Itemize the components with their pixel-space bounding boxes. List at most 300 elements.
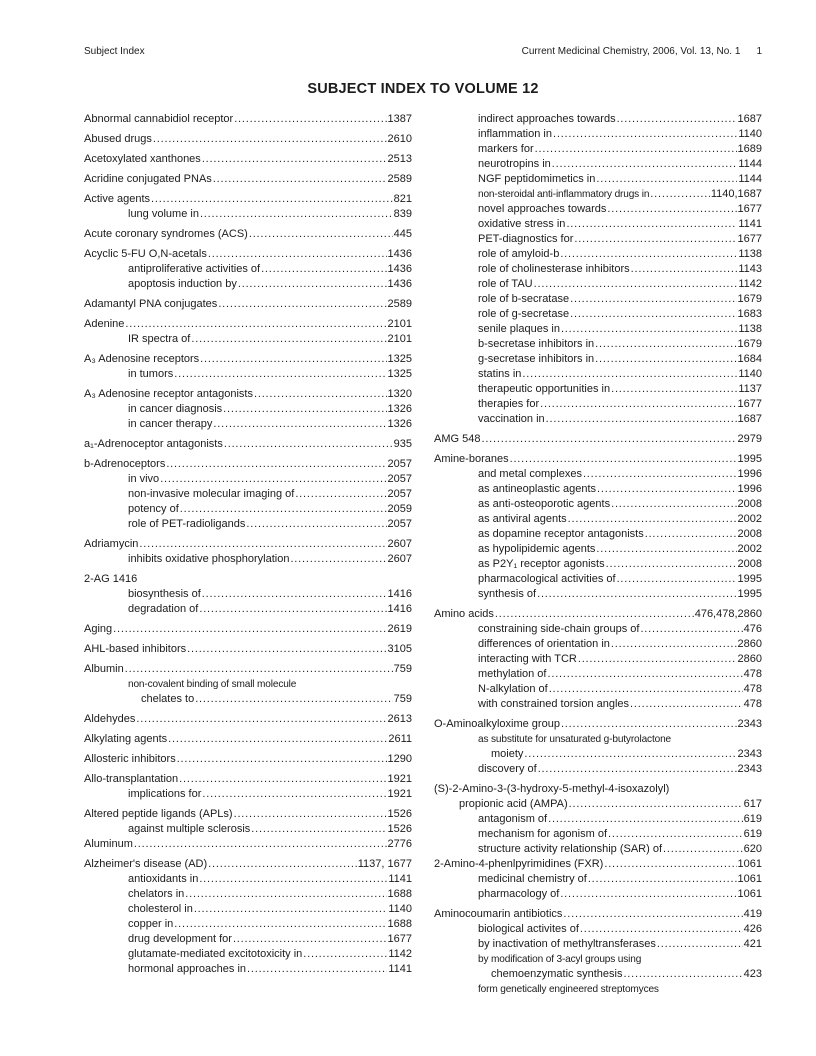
entry-text: propionic acid (AMPA) [459, 798, 568, 810]
dot-leader [561, 717, 737, 732]
entry-text: chemoenzymatic synthesis [491, 968, 623, 980]
index-subentry [84, 332, 412, 347]
entry-text: interacting with TCR [478, 653, 577, 665]
dot-leader [580, 922, 743, 937]
index-subentry [84, 902, 412, 917]
index-subentry [84, 872, 412, 887]
entry-text: Aging [84, 623, 113, 635]
entry-page-number: 1061 [737, 858, 762, 870]
index-entry [84, 572, 412, 587]
entry-text: Adamantyl PNA conjugates [84, 298, 218, 310]
entry-text: N-alkylation of [478, 683, 548, 695]
entry-text: non-steroidal anti-inflammatory drugs in [478, 189, 650, 200]
dot-leader [199, 602, 386, 617]
index-entry [434, 432, 762, 447]
index-subentry [84, 822, 412, 837]
dot-leader [538, 762, 737, 777]
entry-page-number: 419 [743, 908, 762, 920]
index-entry [84, 712, 412, 727]
entry-text: Adenine [84, 318, 125, 330]
entry-text: a₁-Adrenoceptor antagonists [84, 438, 223, 450]
dot-leader [597, 482, 736, 497]
entry-text: role of b-secratase [478, 293, 570, 305]
entry-text: Active agents [84, 193, 151, 205]
dot-leader [534, 277, 738, 292]
index-subentry [434, 352, 762, 367]
entry-page-number: 1526 [387, 823, 412, 835]
dot-leader [611, 497, 736, 512]
entry-text: drug development for [128, 933, 232, 945]
entry-text: O-Aminoalkyloxime group [434, 718, 560, 730]
entry-text: by modification of 3-acyl groups using [478, 954, 642, 965]
dot-leader [540, 397, 736, 412]
dot-leader [202, 587, 387, 602]
index-subentry [434, 247, 762, 262]
entry-page-number: 476 [743, 623, 762, 635]
entry-text: IR spectra of [128, 333, 191, 345]
entry-text: by inactivation of methyltransferases [478, 938, 656, 950]
page-title: SUBJECT INDEX TO VOLUME 12 [307, 81, 539, 97]
entry-page-number: 1326 [387, 418, 412, 430]
dot-leader [608, 827, 743, 842]
index-subentry [434, 232, 762, 247]
entry-page-number: 1290 [387, 753, 412, 765]
dot-leader [524, 747, 736, 762]
dot-leader [213, 172, 387, 187]
entry-page-number: 2008 [737, 528, 762, 540]
entry-page-number: 1141 [738, 218, 762, 230]
dot-leader [200, 352, 386, 367]
index-subentry [84, 787, 412, 802]
entry-text: as antineoplastic agents [478, 483, 597, 495]
entry-page-number: 1326 [387, 403, 412, 415]
dot-leader [552, 157, 738, 172]
entry-text: chelators in [128, 888, 185, 900]
entry-page-number: 2979 [737, 433, 762, 445]
entry-text: Abused drugs [84, 133, 152, 145]
dot-leader [568, 512, 737, 527]
dot-leader [561, 322, 737, 337]
index-subentry [84, 587, 412, 602]
index-column-right [434, 112, 762, 997]
entry-text: mechanism for agonism of [478, 828, 607, 840]
entry-page-number: 2613 [387, 713, 412, 725]
entry-text: in vivo [128, 473, 160, 485]
entry-page-number: 1995 [737, 453, 762, 465]
dot-leader [596, 542, 736, 557]
dot-leader [200, 207, 393, 222]
dot-leader [177, 752, 387, 767]
dot-leader [202, 152, 387, 167]
dot-leader [645, 527, 737, 542]
entry-page-number: 1320 [387, 388, 412, 400]
dot-leader [136, 712, 386, 727]
entry-text: inflammation in [478, 128, 552, 140]
entry-text: potency of [128, 503, 179, 515]
entry-text: neurotropins in [478, 158, 551, 170]
index-subentry [434, 412, 762, 427]
index-subentry [434, 497, 762, 512]
entry-page-number: 619 [743, 813, 762, 825]
entry-page-number: 1144 [738, 173, 762, 185]
entry-page-number: 2002 [737, 513, 762, 525]
entry-page-number: 1687 [737, 113, 762, 125]
index-subentry [84, 932, 412, 947]
dot-leader [595, 352, 736, 367]
entry-page-number: 421 [743, 938, 762, 950]
index-entry [84, 642, 412, 657]
entry-page-number: 1679 [737, 338, 762, 350]
index-entry [84, 857, 412, 872]
dot-leader [180, 502, 387, 517]
entry-page-number: 2776 [387, 838, 412, 850]
entry-text: biological activites of [478, 923, 579, 935]
entry-text: Aluminum [84, 838, 133, 850]
index-entry [434, 782, 762, 797]
entry-page-number: 2343 [737, 718, 762, 730]
dot-leader [537, 587, 736, 602]
index-subentry [434, 187, 762, 202]
dot-leader [179, 772, 386, 787]
entry-text: oxidative stress in [478, 218, 566, 230]
index-entry-continuation [434, 747, 762, 762]
dot-leader [113, 622, 386, 637]
dot-leader [151, 192, 393, 207]
entry-text: biosynthesis of [128, 588, 201, 600]
entry-text: glutamate-mediated excitotoxicity in [128, 948, 303, 960]
index-subentry [434, 652, 762, 667]
index-entry [84, 247, 412, 262]
entry-text: AHL-based inhibitors [84, 643, 187, 655]
index-subentry [434, 667, 762, 682]
entry-text: antagonism of [478, 813, 548, 825]
entry-page-number: 1436 [387, 278, 412, 290]
entry-text: copper in [128, 918, 174, 930]
entry-text: as dopamine receptor antagonists [478, 528, 644, 540]
index-subentry [434, 872, 762, 887]
index-subentry [434, 262, 762, 277]
entry-text: in tumors [128, 368, 174, 380]
header-right-group [522, 46, 762, 57]
index-entry [84, 752, 412, 767]
entry-text: senile plaques in [478, 323, 560, 335]
entry-text: synthesis of [478, 588, 537, 600]
index-entry [84, 807, 412, 822]
entry-text: Alzheimer's disease (AD) [84, 858, 208, 870]
index-subentry [434, 322, 762, 337]
header-journal-citation: Current Medicinal Chemistry, 2006, Vol. 13, No. 1 [521, 46, 741, 57]
index-subentry [434, 512, 762, 527]
entry-page-number: 1921 [387, 773, 412, 785]
index-subentry [434, 397, 762, 412]
entry-page-number: 423 [743, 968, 762, 980]
index-entry [84, 112, 412, 127]
entry-text: differences of orientation in [478, 638, 610, 650]
entry-text: medicinal chemistry of [478, 873, 587, 885]
entry-page-number: 619 [743, 828, 762, 840]
dot-leader [553, 127, 737, 142]
entry-text: Alkylating agents [84, 733, 168, 745]
entry-page-number: 1325 [387, 368, 412, 380]
entry-page-number: 1387 [387, 113, 412, 125]
dot-leader [606, 557, 737, 572]
index-subentry [434, 367, 762, 382]
entry-page-number: 1416 [387, 588, 412, 600]
entry-page-number: 426 [743, 923, 762, 935]
index-subentry [84, 207, 412, 222]
index-columns [84, 112, 762, 997]
dot-leader [224, 437, 393, 452]
entry-page-number: 1436 [387, 248, 412, 260]
dot-leader [663, 842, 743, 857]
entry-text: Aminocoumarin antibiotics [434, 908, 563, 920]
entry-page-number: 2057 [387, 488, 412, 500]
header-page-number: 1 [756, 46, 762, 57]
entry-text: b-secretase inhibitors in [478, 338, 595, 350]
entry-text: PET-diagnostics for [478, 233, 574, 245]
dot-leader [218, 297, 386, 312]
entry-page-number: 1995 [737, 588, 762, 600]
entry-text: pharmacology of [478, 888, 560, 900]
dot-leader [233, 932, 387, 947]
entry-page-number: 839 [393, 208, 412, 220]
index-subentry [84, 677, 412, 692]
dot-leader [246, 517, 386, 532]
dot-leader [566, 217, 737, 232]
dot-leader [535, 142, 737, 157]
entry-text: therapeutic opportunities in [478, 383, 611, 395]
entry-text: as antiviral agents [478, 513, 567, 525]
entry-page-number: 2589 [387, 173, 412, 185]
entry-page-number: 620 [743, 843, 762, 855]
dot-leader [195, 692, 392, 707]
dot-leader [153, 132, 387, 147]
entry-text: lung volume in [128, 208, 199, 220]
entry-text: Altered peptide ligands (APLs) [84, 808, 233, 820]
entry-page-number: 1996 [737, 468, 762, 480]
entry-page-number: 478 [743, 668, 762, 680]
entry-page-number: 1995 [737, 573, 762, 585]
index-subentry [84, 917, 412, 932]
index-subentry [84, 367, 412, 382]
index-subentry [434, 277, 762, 292]
dot-leader [125, 662, 393, 677]
dot-leader [187, 642, 386, 657]
entry-text: Acridine conjugated PNAs [84, 173, 212, 185]
entry-text: g-secretase inhibitors in [478, 353, 595, 365]
entry-text: NGF peptidomimetics in [478, 173, 596, 185]
entry-page-number: 2343 [737, 748, 762, 760]
index-subentry [434, 482, 762, 497]
index-subentry [84, 502, 412, 517]
index-subentry [434, 337, 762, 352]
entry-page-number: 2611 [388, 733, 412, 745]
entry-text: chelates to [141, 693, 195, 705]
entry-page-number: 476,478,2860 [694, 608, 762, 620]
entry-page-number: 1138 [738, 248, 762, 260]
entry-text: indirect approaches towards [478, 113, 616, 125]
entry-page-number: 1996 [737, 483, 762, 495]
dot-leader [160, 472, 386, 487]
entry-text: 2-Amino-4-phenlpyrimidines (FXR) [434, 858, 604, 870]
index-subentry [434, 842, 762, 857]
entry-text: apoptosis induction by [128, 278, 237, 290]
dot-leader [611, 637, 737, 652]
index-entry [434, 452, 762, 467]
index-subentry [434, 307, 762, 322]
dot-leader [623, 967, 742, 982]
entry-page-number: 2008 [737, 558, 762, 570]
dot-leader [234, 112, 386, 127]
entry-text: inhibits oxidative phosphorylation [128, 553, 290, 565]
dot-leader [570, 307, 736, 322]
entry-page-number: 1142 [738, 278, 762, 290]
entry-page-number: 1921 [387, 788, 412, 800]
index-entry [84, 172, 412, 187]
dot-leader [208, 247, 387, 262]
entry-text: structure activity relationship (SAR) of [478, 843, 663, 855]
entry-page-number: 1679 [737, 293, 762, 305]
index-subentry [84, 402, 412, 417]
index-entry-continuation [84, 692, 412, 707]
entry-text: methylation of [478, 668, 547, 680]
index-column-left [84, 112, 412, 997]
index-subentry [434, 697, 762, 712]
entry-page-number: 2860 [737, 638, 762, 650]
entry-page-number: 1436 [387, 263, 412, 275]
index-entry [84, 662, 412, 677]
entry-page-number: 1140,1687 [710, 188, 762, 200]
dot-leader [234, 807, 387, 822]
entry-page-number: 2607 [387, 553, 412, 565]
dot-leader [546, 412, 737, 427]
dot-leader [631, 262, 738, 277]
entry-text: Acetoxylated xanthones [84, 153, 201, 165]
index-subentry [434, 937, 762, 952]
index-subentry [84, 602, 412, 617]
index-subentry [434, 682, 762, 697]
entry-text: AMG 548 [434, 433, 481, 445]
entry-page-number: 2607 [387, 538, 412, 550]
dot-leader [522, 367, 737, 382]
entry-page-number: 759 [393, 663, 412, 675]
entry-text: in cancer diagnosis [128, 403, 223, 415]
entry-text: non-covalent binding of small molecule [128, 679, 297, 690]
entry-page-number: 1138 [738, 323, 762, 335]
dot-leader [194, 902, 388, 917]
index-subentry [434, 172, 762, 187]
entry-text: 2-AG 1416 [84, 573, 138, 585]
entry-page-number: 759 [393, 693, 412, 705]
entry-text: Acyclic 5-FU O,N-acetals [84, 248, 207, 260]
entry-page-number: 2057 [387, 518, 412, 530]
entry-text: form genetically engineered streptomyces [478, 984, 659, 995]
index-subentry [84, 962, 412, 977]
dot-leader [174, 917, 386, 932]
entry-text: Allosteric inhibitors [84, 753, 176, 765]
entry-page-number: 1687 [737, 413, 762, 425]
entry-text: vaccination in [478, 413, 545, 425]
index-subentry [434, 292, 762, 307]
index-subentry [434, 217, 762, 232]
entry-page-number: 445 [393, 228, 412, 240]
index-subentry [84, 887, 412, 902]
dot-leader [657, 937, 743, 952]
entry-page-number: 935 [393, 438, 412, 450]
dot-leader [563, 907, 742, 922]
index-entry [84, 152, 412, 167]
entry-page-number: 478 [743, 698, 762, 710]
index-subentry [434, 982, 762, 997]
dot-leader [560, 247, 737, 262]
entry-page-number: 1061 [737, 873, 762, 885]
entry-page-number: 1141 [388, 963, 412, 975]
entry-page-number: 2008 [737, 498, 762, 510]
entry-text: hormonal approaches in [128, 963, 247, 975]
dot-leader [174, 367, 386, 382]
index-subentry [434, 542, 762, 557]
dot-leader [617, 572, 737, 587]
entry-text: constraining side-chain groups of [478, 623, 640, 635]
dot-leader [213, 417, 386, 432]
entry-page-number: 1143 [738, 263, 762, 275]
entry-page-number: 1688 [387, 888, 412, 900]
dot-leader [560, 887, 736, 902]
running-header [84, 46, 762, 57]
dot-leader [223, 402, 386, 417]
index-entry [84, 732, 412, 747]
entry-page-number: 1683 [737, 308, 762, 320]
index-entry [84, 622, 412, 637]
dot-leader [208, 857, 357, 872]
entry-text: Amine-boranes [434, 453, 509, 465]
entry-page-number: 1325 [387, 353, 412, 365]
entry-page-number: 617 [743, 798, 762, 810]
index-subentry [434, 887, 762, 902]
index-entry [434, 717, 762, 732]
dot-leader [495, 607, 694, 622]
entry-text: Acute coronary syndromes (ACS) [84, 228, 248, 240]
entry-text: Albumin [84, 663, 124, 675]
entry-page-number: 2619 [387, 623, 412, 635]
index-entry [84, 537, 412, 552]
entry-page-number: 1137 [738, 383, 762, 395]
entry-page-number: 1677 [387, 933, 412, 945]
entry-page-number: 2002 [737, 543, 762, 555]
dot-leader [166, 457, 386, 472]
dot-leader [481, 432, 736, 447]
entry-text: A₃ Adenosine receptor antagonists [84, 388, 253, 400]
entry-text: degradation of [128, 603, 199, 615]
dot-leader [295, 487, 386, 502]
index-subentry [434, 637, 762, 652]
entry-page-number: 1677 [737, 233, 762, 245]
index-subentry [84, 947, 412, 962]
index-entry [84, 317, 412, 332]
index-entry [84, 457, 412, 472]
entry-text: statins in [478, 368, 522, 380]
index-subentry [84, 487, 412, 502]
dot-leader [604, 857, 736, 872]
entry-text: role of cholinesterase inhibitors [478, 263, 630, 275]
dot-leader [569, 797, 743, 812]
index-entry [84, 837, 412, 852]
dot-leader [303, 947, 387, 962]
dot-leader [574, 232, 736, 247]
entry-page-number: 2343 [737, 763, 762, 775]
dot-leader [249, 227, 393, 242]
index-entry [434, 907, 762, 922]
